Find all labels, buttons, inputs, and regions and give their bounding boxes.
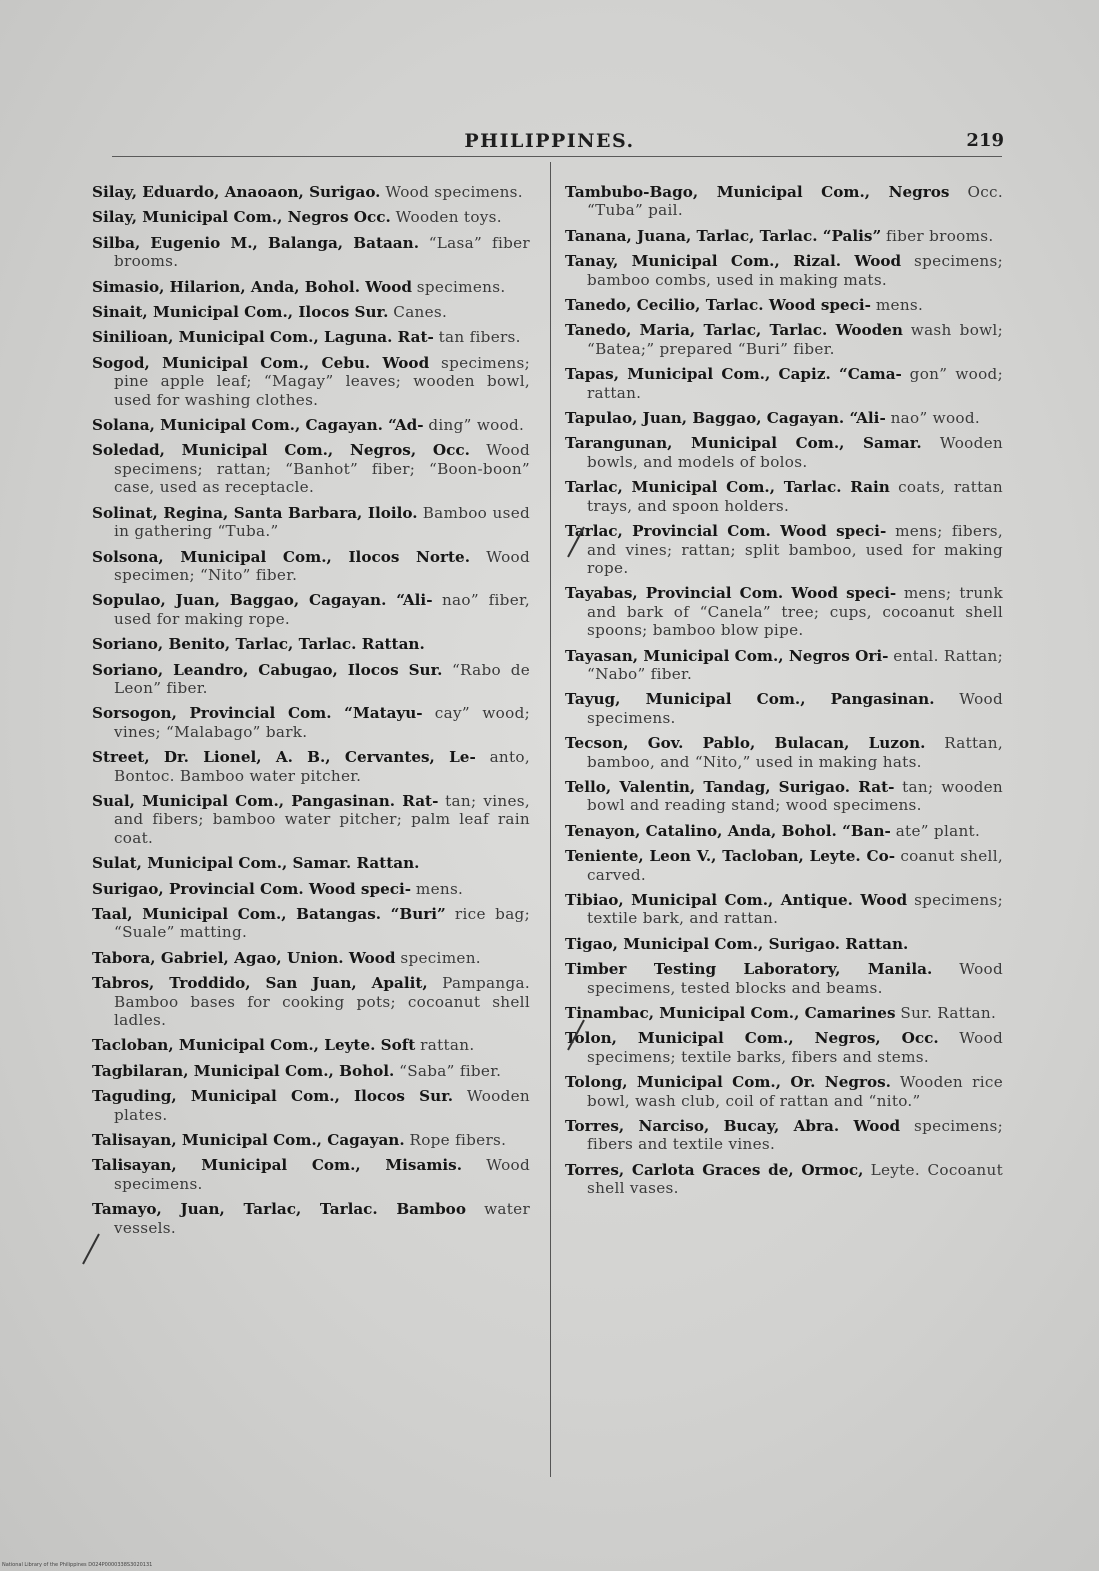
- directory-entry: [565, 409, 1003, 427]
- entry-description: Rope fibers.: [409, 1131, 507, 1150]
- entry-description: Canes.: [393, 303, 448, 322]
- directory-entry: [92, 548, 530, 585]
- entry-description: specimen.: [400, 948, 481, 967]
- entry-description: Wooden bowls, and models of bolos.: [587, 434, 1003, 471]
- entry-name: Torres, Narciso, Bucay, Abra. Wood: [565, 1117, 901, 1136]
- right-column: [565, 183, 1003, 1205]
- directory-entry: [92, 234, 530, 271]
- directory-entry: [92, 354, 530, 409]
- entry-name: Talisayan, Municipal Com., Cagayan.: [92, 1131, 405, 1150]
- entry-name: Tamayo, Juan, Tarlac, Tarlac. Bamboo: [92, 1200, 466, 1219]
- entry-description: ding” wood.: [428, 416, 525, 435]
- entry-name: Talisayan, Municipal Com., Misamis.: [92, 1156, 463, 1175]
- entry-name: Street, Dr. Lionel, A. B., Cervantes, Le-: [92, 748, 476, 767]
- entry-name: Sogod, Municipal Com., Cebu. Wood: [92, 353, 430, 372]
- entry-name: Silay, Municipal Com., Negros Occ.: [92, 208, 391, 227]
- entry-name: Sinilioan, Municipal Com., Laguna. Rat-: [92, 328, 434, 347]
- directory-entry: [565, 434, 1003, 471]
- entry-description: wash bowl; “Batea;” prepared “Buri” fiber.: [587, 321, 1004, 358]
- directory-entry: [92, 1036, 530, 1054]
- entry-description: Wood specimens.: [587, 690, 1003, 727]
- directory-entry: [92, 1131, 530, 1149]
- left-column: [92, 183, 530, 1244]
- entry-name: Simasio, Hilarion, Anda, Bohol. Wood: [92, 277, 412, 296]
- entry-name: Tayug, Municipal Com., Pangasinan.: [565, 690, 935, 709]
- entry-description: Wood specimen; “Nito” fiber.: [114, 547, 531, 584]
- entry-description: nao” fiber, used for making rope.: [114, 591, 531, 628]
- directory-entry: [92, 183, 530, 201]
- entry-description: “Saba” fiber.: [399, 1061, 502, 1080]
- entry-name: Silba, Eugenio M., Balanga, Bataan.: [92, 233, 419, 252]
- entry-name: Tanay, Municipal Com., Rizal. Wood: [565, 252, 902, 271]
- entry-description: Wooden toys.: [395, 208, 502, 227]
- entry-description: rice bag; “Suale” matting.: [114, 905, 530, 942]
- entry-name: Tayasan, Municipal Com., Negros Ori-: [565, 646, 889, 665]
- directory-entry: [565, 252, 1003, 289]
- directory-entry: [565, 935, 1003, 953]
- directory-entry: [92, 328, 530, 346]
- entry-description: Bamboo used in gathering “Tuba.”: [114, 503, 531, 541]
- entry-name: Surigao, Provincial Com. Wood speci-: [92, 879, 412, 898]
- directory-entry: [92, 635, 530, 653]
- entry-name: Tabros, Troddido, San Juan, Apalit,: [92, 974, 428, 993]
- entry-name: Tenayon, Catalino, Anda, Bohol. “Ban-: [565, 821, 891, 840]
- directory-entry: [565, 183, 1003, 220]
- entry-name: Tagbilaran, Municipal Com., Bohol.: [92, 1061, 395, 1080]
- entry-description: nao” wood.: [890, 409, 981, 428]
- directory-entry: [92, 748, 530, 785]
- directory-entry: [565, 822, 1003, 840]
- entry-description: rattan.: [420, 1036, 475, 1055]
- running-title: PHILIPPINES.: [464, 130, 635, 152]
- entry-description: “Rabo de Leon” fiber.: [114, 660, 531, 697]
- directory-entry: [565, 690, 1003, 727]
- entry-description: tan fibers.: [438, 328, 521, 347]
- entry-description: fiber brooms.: [886, 226, 994, 245]
- entry-name: Taguding, Municipal Com., Ilocos Sur.: [92, 1087, 454, 1106]
- entry-description: specimens; pine apple leaf; “Magay” leaves; wooden bowl, used for washing clothes.: [114, 353, 530, 409]
- entry-name: Tigao, Municipal Com., Surigao. Rattan.: [565, 934, 909, 953]
- entry-name: Taal, Municipal Com., Batangas. “Buri”: [92, 905, 446, 923]
- directory-entry: [565, 847, 1003, 884]
- entry-description: water vessels.: [114, 1200, 531, 1237]
- entry-description: cay” wood; vines; “Malabago” bark.: [114, 704, 531, 741]
- directory-entry: [92, 949, 530, 967]
- directory-entry: [565, 647, 1003, 684]
- entry-name: Sulat, Municipal Com., Samar. Rattan.: [92, 854, 420, 873]
- pencil-check-mark: [82, 1234, 100, 1265]
- directory-entry: [565, 584, 1003, 639]
- entry-name: Tanana, Juana, Tarlac, Tarlac. “Palis”: [565, 226, 882, 245]
- directory-entry: [565, 365, 1003, 402]
- directory-entry: [565, 1073, 1003, 1110]
- directory-entry: [565, 296, 1003, 314]
- directory-entry: [565, 1117, 1003, 1154]
- entry-description: tan; wooden bowl and reading stand; wood specimens.: [587, 777, 1003, 815]
- directory-entry: [565, 321, 1003, 358]
- entry-description: “Lasa” fiber brooms.: [114, 233, 530, 271]
- entry-name: Solana, Municipal Com., Cagayan. “Ad-: [92, 416, 424, 435]
- entry-description: Leyte. Cocoanut shell vases.: [587, 1160, 1003, 1198]
- directory-entry: [92, 303, 530, 321]
- directory-entry: [92, 1062, 530, 1080]
- directory-entry: [92, 1200, 530, 1237]
- directory-entry: [92, 278, 530, 296]
- entry-description: Wood specimens; rattan; “Banhot” fiber; “Boon-boon” case, used as receptacle.: [114, 441, 531, 497]
- entry-name: Solinat, Regina, Santa Barbara, Iloilo.: [92, 503, 418, 522]
- entry-name: Sopulao, Juan, Baggao, Cagayan. “Ali-: [92, 591, 433, 610]
- entry-name: Teniente, Leon V., Tacloban, Leyte. Co-: [565, 847, 895, 866]
- entry-name: Tolon, Municipal Com., Negros, Occ.: [565, 1029, 939, 1048]
- entry-description: Wood specimens, tested blocks and beams.: [587, 960, 1004, 997]
- entry-name: Sual, Municipal Com., Pangasinan. Rat-: [92, 791, 439, 810]
- entry-description: ental. Rattan; “Nabo” fiber.: [587, 646, 1003, 683]
- entry-description: specimens; fibers and textile vines.: [587, 1117, 1003, 1154]
- directory-entry: [92, 792, 530, 847]
- entry-name: Tarlac, Provincial Com. Wood speci-: [565, 522, 887, 541]
- header-rule: [112, 156, 1002, 157]
- entry-description: mens; trunk and bark of “Canela” tree; cups, cocoanut shell spoons; bamboo blow pipe.: [587, 584, 1003, 640]
- entry-name: Silay, Eduardo, Anaoaon, Surigao.: [92, 183, 381, 201]
- entry-description: Wooden rice bowl, wash club, coil of rattan and “nito.”: [587, 1073, 1003, 1110]
- entry-description: Sur. Rattan.: [900, 1004, 997, 1023]
- entry-name: Sinait, Municipal Com., Ilocos Sur.: [92, 303, 389, 322]
- directory-entry: [565, 734, 1003, 771]
- entry-name: Tarangunan, Municipal Com., Samar.: [565, 434, 922, 453]
- entry-description: Pampanga. Bamboo bases for cooking pots; cocoanut shell ladles.: [114, 974, 530, 1030]
- entry-description: Wood specimens.: [385, 183, 523, 201]
- directory-entry: [565, 478, 1003, 515]
- entry-name: Tibiao, Municipal Com., Antique. Wood: [565, 891, 908, 909]
- entry-name: Timber Testing Laboratory, Manila.: [565, 960, 933, 979]
- entry-name: Tolong, Municipal Com., Or. Negros.: [565, 1073, 891, 1092]
- entry-description: coanut shell, carved.: [587, 847, 1003, 884]
- library-footer-note: National Library of the Philippines D024P0000338S3020131: [2, 1562, 153, 1568]
- entry-description: ate” plant.: [895, 821, 981, 840]
- directory-entry: [92, 974, 530, 1029]
- directory-entry: [565, 227, 1003, 245]
- entry-description: Occ. “Tuba” pail.: [587, 183, 1003, 220]
- directory-entry: [92, 905, 530, 942]
- entry-name: Tanedo, Maria, Tarlac, Tarlac. Wooden: [565, 321, 903, 340]
- directory-entry: [565, 1004, 1003, 1022]
- entry-description: Wood specimens; textile barks, fibers and stems.: [587, 1029, 1003, 1066]
- entry-name: Soriano, Benito, Tarlac, Tarlac. Rattan.: [92, 635, 425, 654]
- entry-name: Tapas, Municipal Com., Capiz. “Cama-: [565, 365, 902, 384]
- entry-description: Rattan, bamboo, and “Nito,” used in making hats.: [587, 734, 1003, 771]
- entry-description: specimens; textile bark, and rattan.: [587, 891, 1004, 928]
- entry-description: mens.: [875, 296, 924, 315]
- entry-description: Wood specimens.: [114, 1156, 531, 1193]
- entry-name: Tapulao, Juan, Baggao, Cagayan. “Ali-: [565, 409, 886, 428]
- entry-name: Tayabas, Provincial Com. Wood speci-: [565, 584, 897, 603]
- directory-entry: [92, 1156, 530, 1193]
- entry-name: Tambubo-Bago, Municipal Com., Negros: [565, 183, 950, 201]
- directory-entry: [565, 1161, 1003, 1198]
- entry-name: Sorsogon, Provincial Com. “Matayu-: [92, 704, 423, 723]
- directory-entry: [92, 1087, 530, 1124]
- directory-entry: [565, 960, 1003, 997]
- entry-name: Tanedo, Cecilio, Tarlac. Wood speci-: [565, 296, 871, 315]
- entry-description: specimens.: [416, 277, 506, 296]
- entry-description: mens.: [415, 879, 464, 898]
- directory-entry: [565, 1029, 1003, 1066]
- entry-description: tan; vines, and fibers; bamboo water pitcher; palm leaf rain coat.: [114, 791, 531, 847]
- page-number: 219: [966, 130, 1004, 151]
- directory-entry: [92, 208, 530, 226]
- directory-entry: [92, 416, 530, 434]
- entry-name: Tacloban, Municipal Com., Leyte. Soft: [92, 1036, 416, 1055]
- directory-entry: [565, 891, 1003, 928]
- directory-entry: [92, 704, 530, 741]
- entry-description: mens; fibers, and vines; rattan; split bamboo, used for making rope.: [587, 522, 1003, 577]
- directory-entry: [92, 504, 530, 541]
- directory-entry: [565, 522, 1003, 577]
- entry-name: Tello, Valentin, Tandag, Surigao. Rat-: [565, 777, 895, 796]
- entry-name: Tinambac, Municipal Com., Camarines: [565, 1004, 896, 1023]
- entry-name: Torres, Carlota Graces de, Ormoc,: [565, 1160, 864, 1179]
- entry-description: Wooden plates.: [114, 1087, 531, 1124]
- entry-name: Tecson, Gov. Pablo, Bulacan, Luzon.: [565, 734, 926, 753]
- entry-name: Soledad, Municipal Com., Negros, Occ.: [92, 441, 470, 460]
- entry-description: gon” wood; rattan.: [587, 365, 1003, 402]
- entry-description: specimens; bamboo combs, used in making mats.: [587, 252, 1003, 289]
- column-divider: [550, 162, 551, 1477]
- page-header: [0, 128, 1099, 158]
- entry-name: Soriano, Leandro, Cabugao, Ilocos Sur.: [92, 660, 443, 679]
- entry-description: anto, Bontoc. Bamboo water pitcher.: [114, 748, 530, 785]
- entry-name: Tabora, Gabriel, Agao, Union. Wood: [92, 948, 396, 967]
- entry-description: coats, rattan trays, and spoon holders.: [587, 478, 1003, 515]
- directory-entry: [92, 854, 530, 872]
- entry-name: Solsona, Municipal Com., Ilocos Norte.: [92, 547, 471, 566]
- directory-entry: [92, 441, 530, 496]
- directory-entry: [92, 880, 530, 898]
- directory-entry: [92, 591, 530, 628]
- entry-name: Tarlac, Municipal Com., Tarlac. Rain: [565, 478, 890, 497]
- directory-entry: [92, 661, 530, 698]
- directory-entry: [565, 778, 1003, 815]
